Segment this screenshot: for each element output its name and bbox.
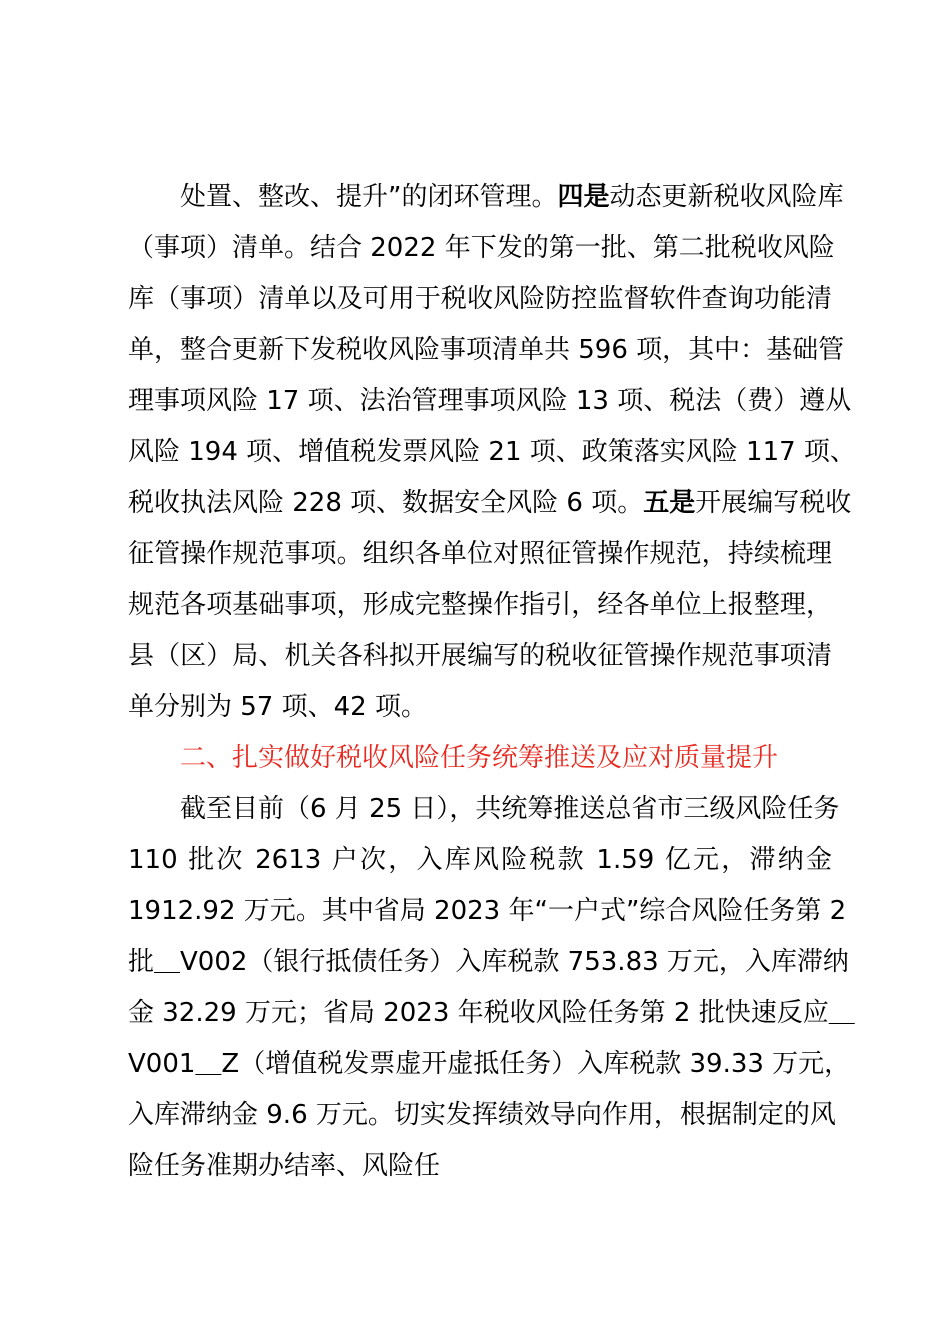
text-run: 开展编写税收 [695, 488, 852, 518]
paragraph-2-line-7: 入库滞纳金 9.6 万元。切实发挥绩效导向作用，根据制定的风 [128, 1100, 836, 1130]
paragraph-1-line-2: （事项）清单。结合 2022 年下发的第一批、第二批税收风险 [128, 233, 835, 263]
paragraph-1-line-11: 单分别为 57 项、42 项。 [128, 692, 427, 722]
paragraph-1-line-3: 库（事项）清单以及可用于税收风险防控监督软件查询功能清 [128, 284, 832, 314]
paragraph-2-line-2: 110 批次 2613 户次，入库风险税款 1.59 亿元，滞纳金 [128, 845, 832, 875]
text-run: 处置、整改、提升”的闭环管理。 [180, 182, 558, 212]
text-run: 动态更新税收风险库 [609, 182, 844, 212]
paragraph-1-line-7 [128, 486, 852, 520]
text-run: 税收执法风险 228 项、数据安全风险 6 项。 [128, 488, 644, 518]
paragraph-1-line-9: 规范各项基础事项，形成完整操作指引，经各单位上报整理， [128, 590, 832, 620]
paragraph-1-line-6: 风险 194 项、增值税发票风险 21 项、政策落实风险 117 项、 [128, 437, 856, 467]
paragraph-1-line-1 [180, 180, 844, 214]
paragraph-2-line-8: 险任务准期办结率、风险任 [128, 1151, 441, 1181]
bold-run: 五是 [643, 488, 696, 518]
paragraph-1-line-10: 县（区）局、机关各科拟开展编写的税收征管操作规范事项清 [128, 641, 832, 671]
paragraph-2-line-3: 1912.92 万元。其中省局 2023 年“一户式”综合风险任务第 2 [128, 896, 847, 926]
bold-run: 四是 [557, 182, 610, 212]
paragraph-2-line-1: 截至目前（6 月 25 日），共统筹推送总省市三级风险任务 [180, 794, 840, 824]
paragraph-2-line-6: V001＿Z（增值税发票虚开虚抵任务）入库税款 39.33 万元， [128, 1049, 851, 1079]
paragraph-1-line-5: 理事项风险 17 项、法治管理事项风险 13 项、税法（费）遵从 [128, 386, 852, 416]
paragraph-1-line-8: 征管操作规范事项。组织各单位对照征管操作规范，持续梳理 [128, 539, 832, 569]
paragraph-2-line-4: 批＿V002（银行抵债任务）入库税款 753.83 万元，入库滞纳 [128, 947, 849, 977]
section-heading: 二、扎实做好税收风险任务统筹推送及应对质量提升 [180, 743, 779, 773]
paragraph-1-line-4: 单，整合更新下发税收风险事项清单共 596 项，其中：基础管 [128, 335, 845, 365]
paragraph-2-line-5: 金 32.29 万元；省局 2023 年税收风险任务第 2 批快速反应＿ [128, 998, 855, 1028]
